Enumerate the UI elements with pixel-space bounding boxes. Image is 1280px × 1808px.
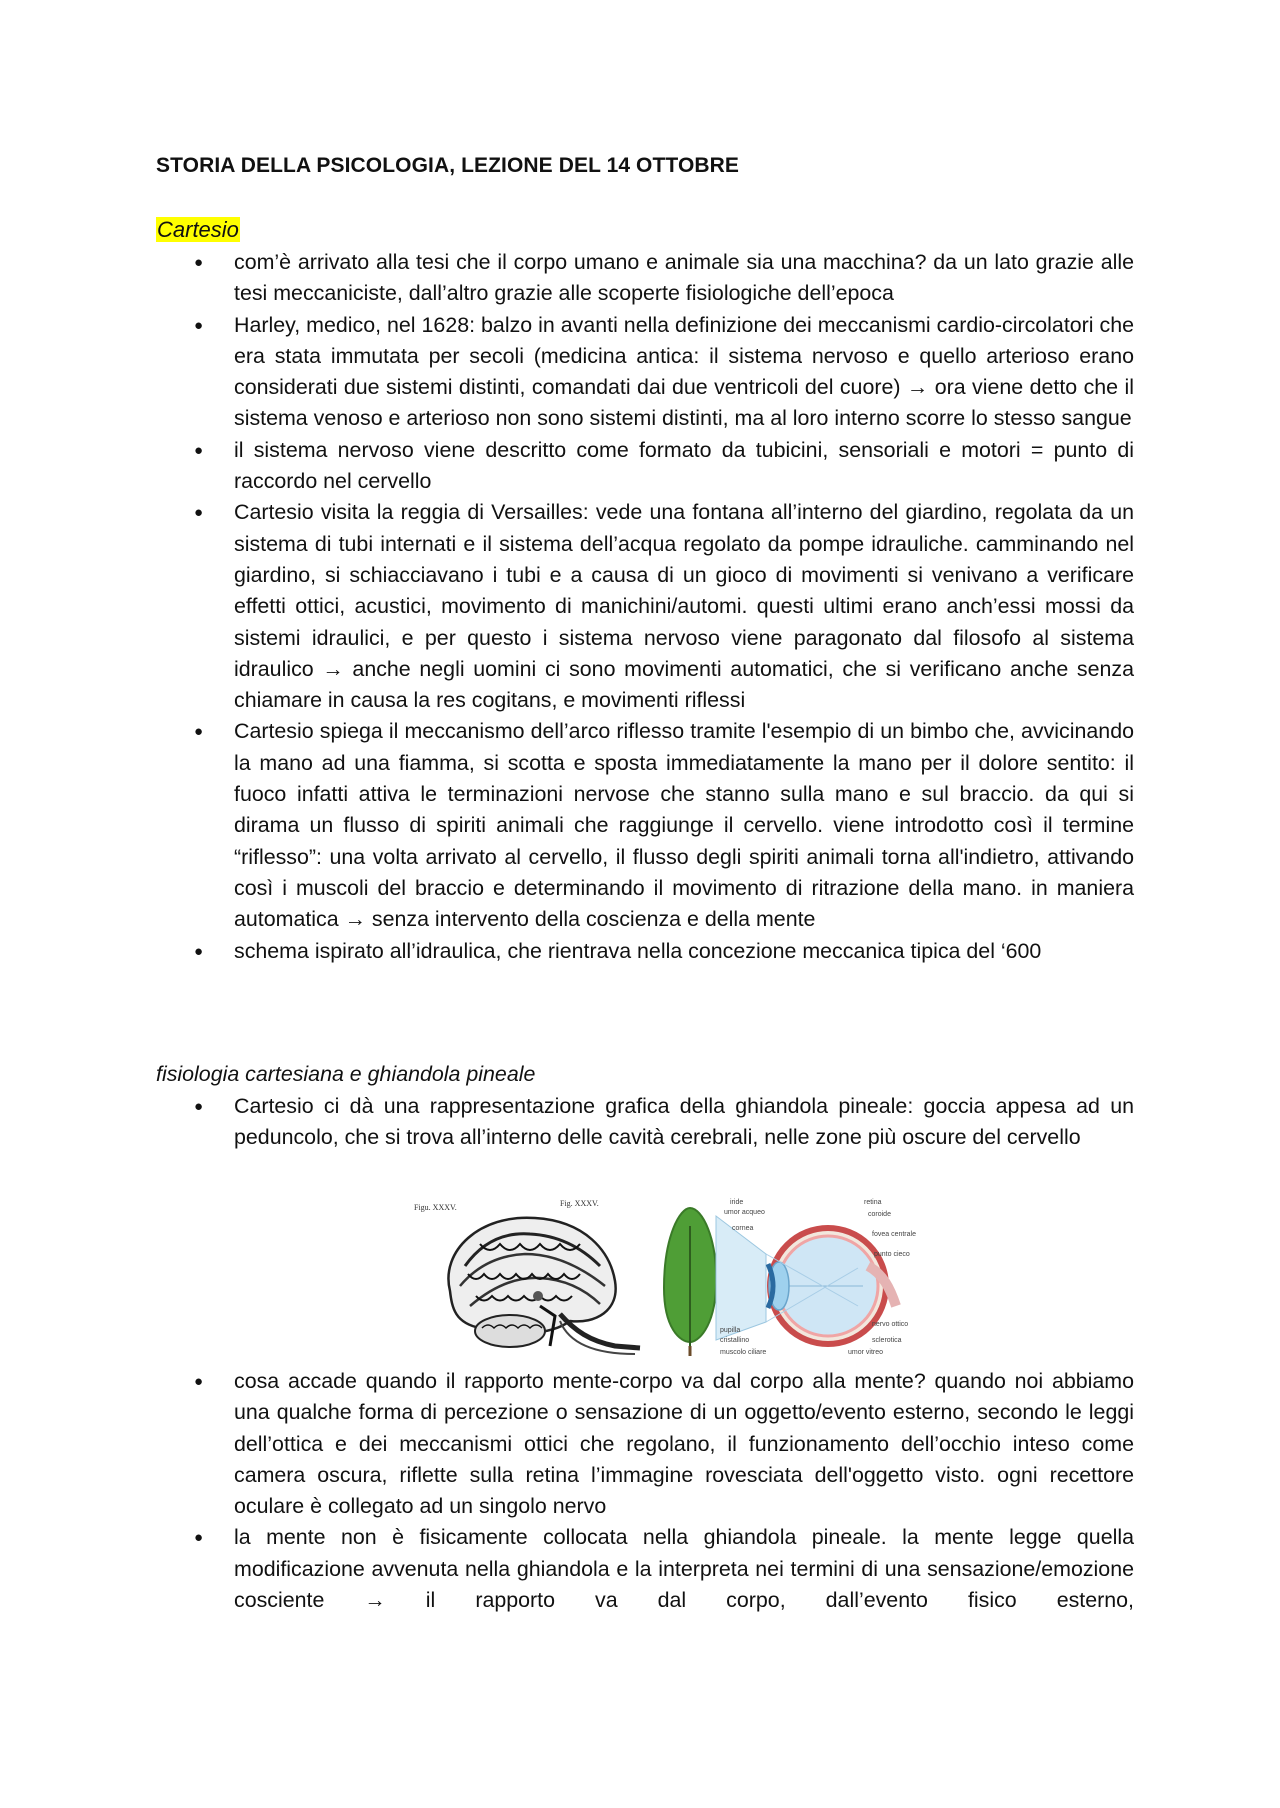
eye-label-umor-vitreo: umor vitreo — [848, 1349, 884, 1356]
eye-label-muscolo-ciliare: muscolo ciliare — [720, 1349, 767, 1356]
brain-caption-left: Figu. XXXV. — [414, 1203, 457, 1212]
list-item — [156, 1366, 1134, 1522]
section-heading-cartesio — [156, 215, 240, 245]
list-item-text: Cartesio ci dà una rappresentazione grafica della ghiandola pineale: goccia appesa ad un peduncolo, che si trova all’interno delle cavità cerebrali, nelle zone più oscure del cervello — [234, 1094, 1134, 1150]
eye-label-nervo-ottico: nervo ottico — [872, 1321, 909, 1328]
eye-label-coroide: coroide — [868, 1211, 891, 1218]
list-item-text: Cartesio spiega il meccanismo dell’arco riflesso tramite l'esempio di un bimbo che, avvicinando la mano ad una fiamma, si scotta e sposta immediatamente la mano per il dolore sentito: il fuoco infatti attiva le terminazioni nervose che stanno sulla mano e sul braccio. da qui si dirama un flusso di spiriti animali che raggiunge il cervello. viene introdotto così il termine “riflesso”: una volta arrivato al cervello, il flusso degli spiriti animali torna all'indietro, attivando così i muscoli del braccio e determinando il movimento di ritrazione della mano. in maniera automatica → senza intervento della coscienza e della mente — [234, 719, 1134, 932]
brain-illustration — [410, 1196, 642, 1358]
eye-label-iride: iride — [730, 1199, 744, 1206]
list-item-text: schema ispirato all’idraulica, che rientrava nella concezione meccanica tipica del ‘600 — [234, 938, 1042, 963]
eye-label-fovea-centrale: fovea centrale — [872, 1231, 916, 1238]
bullet-icon: ● — [194, 504, 204, 522]
eye-diagram — [658, 1196, 916, 1358]
bullet-icon: ● — [194, 942, 204, 960]
list-item-text: la mente non è fisicamente collocata nella ghiandola pineale. la mente legge quella modificazione avvenuta nella ghiandola e la interpreta nei termini di una sensazione/emozione cosciente → il rapporto va dal corpo, dall’evento fisico esterno, — [234, 1525, 1134, 1613]
page-title: STORIA DELLA PSICOLOGIA, LEZIONE DEL 14 OTTOBRE — [156, 154, 740, 177]
list-item — [156, 716, 1134, 935]
bullet-list-cartesio — [156, 247, 1134, 967]
eye-label-pupilla: pupilla — [720, 1327, 741, 1334]
figure-brain-and-eye — [410, 1196, 916, 1358]
bullet-icon: ● — [194, 254, 204, 271]
list-item — [156, 435, 1134, 498]
list-item-text: com’è arrivato alla tesi che il corpo umano e animale sia una macchina? da un lato grazie alle tesi meccaniciste, dall’altro grazie alle scoperte fisiologiche dell’epoca — [234, 250, 1134, 306]
list-item-text: Harley, medico, nel 1628: balzo in avanti nella definizione dei meccanismi cardio-circolatori che era stata immutata per secoli (medicina antica: il sistema nervoso e quello arterioso erano considerati due sistemi distinti, comandati dai due ventricoli del cuore) → ora viene detto che il sistema venoso e arterioso non sono sistemi distinti, ma al loro interno scorre lo stesso sangue — [234, 312, 1134, 431]
list-item — [156, 310, 1134, 435]
bullet-list-pineale — [156, 1091, 1134, 1154]
bullet-icon: ● — [194, 723, 204, 741]
brain-caption-right: Fig. XXXV. — [560, 1199, 599, 1208]
section-heading-fisiologia: fisiologia cartesiana e ghiandola pineale — [156, 1062, 536, 1086]
bullet-icon: ● — [194, 441, 204, 459]
bullet-list-mente-corpo — [156, 1366, 1134, 1616]
eye-label-umor-acqueo: umor acqueo — [724, 1209, 765, 1216]
bullet-icon: ● — [194, 1373, 204, 1390]
eye-label-punto-cieco: punto cieco — [874, 1251, 910, 1258]
list-item — [156, 1522, 1134, 1616]
bullet-icon: ● — [194, 1098, 204, 1115]
highlighted-heading: Cartesio — [157, 217, 239, 242]
list-item-text: Cartesio visita la reggia di Versailles: vede una fontana all’interno del giardino, regolata da un sistema di tubi internati e il sistema dell’acqua regolato da pompe idrauliche. camminando nel giardino, si schiacciavano i tubi e a causa di un gioco di movimenti si venivano a verificare effetti ottici, acustici, movimento di manichini/automi. questi ultimi erano anch’essi mossi da sistemi idraulici, e per questo i sistema nervoso viene paragonato dal filosofo al sistema idraulico → anche negli uomini ci sono movimenti automatici, che si verificano anche senza chiamare in causa la res cogitans, e movimenti riflessi — [234, 500, 1134, 713]
bullet-icon: ● — [194, 316, 204, 334]
list-item — [156, 1091, 1134, 1154]
list-item — [156, 247, 1134, 310]
list-item — [156, 497, 1134, 716]
list-item — [156, 936, 1134, 967]
bullet-icon: ● — [194, 1529, 204, 1547]
list-item-text: cosa accade quando il rapporto mente-corpo va dal corpo alla mente? quando noi abbiamo una qualche forma di percezione o sensazione di un oggetto/evento esterno, secondo le leggi dell’ottica e dei meccanismi ottici che regolano, il funzionamento dell’occhio inteso come camera oscura, riflette sulla retina l’immagine rovesciata dell'oggetto visto. ogni recettore oculare è collegato ad un singolo nervo — [234, 1369, 1134, 1519]
eye-label-retina: retina — [864, 1199, 882, 1206]
eye-label-cristallino: cristallino — [720, 1337, 750, 1344]
eye-label-cornea: cornea — [732, 1225, 754, 1232]
eye-label-sclerotica: sclerotica — [872, 1337, 902, 1344]
list-item-text: il sistema nervoso viene descritto come formato da tubicini, sensoriali e motori = punto di raccordo nel cervello — [234, 437, 1134, 494]
